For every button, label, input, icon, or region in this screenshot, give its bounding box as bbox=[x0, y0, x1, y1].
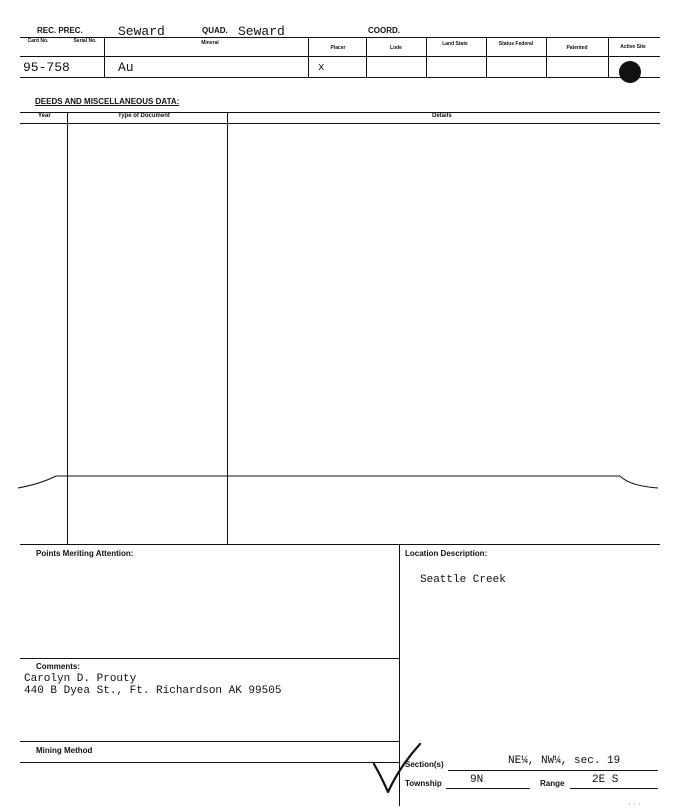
col-mineral: Mineral bbox=[201, 40, 219, 46]
township-underline bbox=[446, 788, 530, 789]
divider-land bbox=[486, 37, 487, 77]
mining-label: Mining Method bbox=[36, 746, 93, 755]
check-mark-icon bbox=[370, 738, 430, 798]
header-rule-top bbox=[20, 37, 660, 38]
scan-dots: · · · bbox=[628, 800, 641, 809]
col-placer: Placer bbox=[330, 45, 346, 51]
points-label: Points Meriting Attention: bbox=[36, 549, 134, 558]
location-value: Seattle Creek bbox=[420, 574, 506, 586]
deeds-col-year: Year bbox=[38, 113, 51, 119]
col-lode: Lode bbox=[390, 45, 402, 51]
col-land-state: Land State bbox=[442, 41, 468, 47]
rec-prec-label: REC. PREC. bbox=[37, 26, 83, 35]
mining-rule-bottom bbox=[20, 762, 399, 763]
comments-address: 440 B Dyea St., Ft. Richardson AK 99505 bbox=[24, 685, 282, 697]
township-label: Township bbox=[405, 779, 442, 788]
header-rule-mid bbox=[20, 56, 660, 57]
quad-label: QUAD. bbox=[202, 26, 228, 35]
divider-patented bbox=[608, 37, 609, 77]
comments-rule bbox=[20, 658, 399, 659]
range-value: 2E S bbox=[592, 774, 619, 786]
rec-prec-value: Seward bbox=[118, 24, 165, 39]
col-patented: Patented bbox=[566, 45, 588, 51]
col-serial-no: Serial No. bbox=[73, 38, 97, 44]
placer-mark: x bbox=[318, 62, 325, 74]
col-card-no: Card No. bbox=[27, 38, 49, 44]
col-active-site: Active Site bbox=[620, 44, 646, 50]
deeds-rule-bottom bbox=[20, 544, 660, 545]
deeds-rule-header bbox=[20, 123, 660, 124]
comments-label: Comments: bbox=[36, 662, 81, 671]
township-value: 9N bbox=[470, 774, 484, 786]
quad-value: Seward bbox=[238, 24, 285, 39]
deeds-col-details: Details bbox=[432, 113, 452, 119]
deeds-title: DEEDS AND MISCELLANEOUS DATA: bbox=[35, 97, 180, 106]
coord-label: COORD. bbox=[368, 26, 400, 35]
section-label: Section(s) bbox=[405, 760, 444, 769]
mineral-value: Au bbox=[118, 60, 134, 75]
mining-rule-top bbox=[20, 741, 399, 742]
divider-serial bbox=[104, 37, 105, 77]
header-rule-bottom bbox=[20, 77, 660, 78]
divider-mineral bbox=[308, 37, 309, 77]
section-underline bbox=[448, 770, 658, 771]
range-underline bbox=[570, 788, 658, 789]
section-value: NE¼, NW¼, sec. 19 bbox=[508, 755, 621, 767]
divider-lode bbox=[426, 37, 427, 77]
cut-line bbox=[0, 462, 678, 498]
card-number: 95-758 bbox=[23, 60, 70, 75]
comments-name: Carolyn D. Prouty bbox=[24, 673, 137, 685]
location-label: Location Description: bbox=[405, 549, 488, 558]
range-label: Range bbox=[540, 779, 565, 788]
col-status-federal: Status Federal bbox=[498, 41, 534, 47]
active-site-dot bbox=[619, 61, 641, 83]
deeds-rule-top bbox=[20, 112, 660, 113]
divider-placer bbox=[366, 37, 367, 77]
divider-status bbox=[546, 37, 547, 77]
deeds-col-type: Type of Document bbox=[118, 113, 170, 119]
